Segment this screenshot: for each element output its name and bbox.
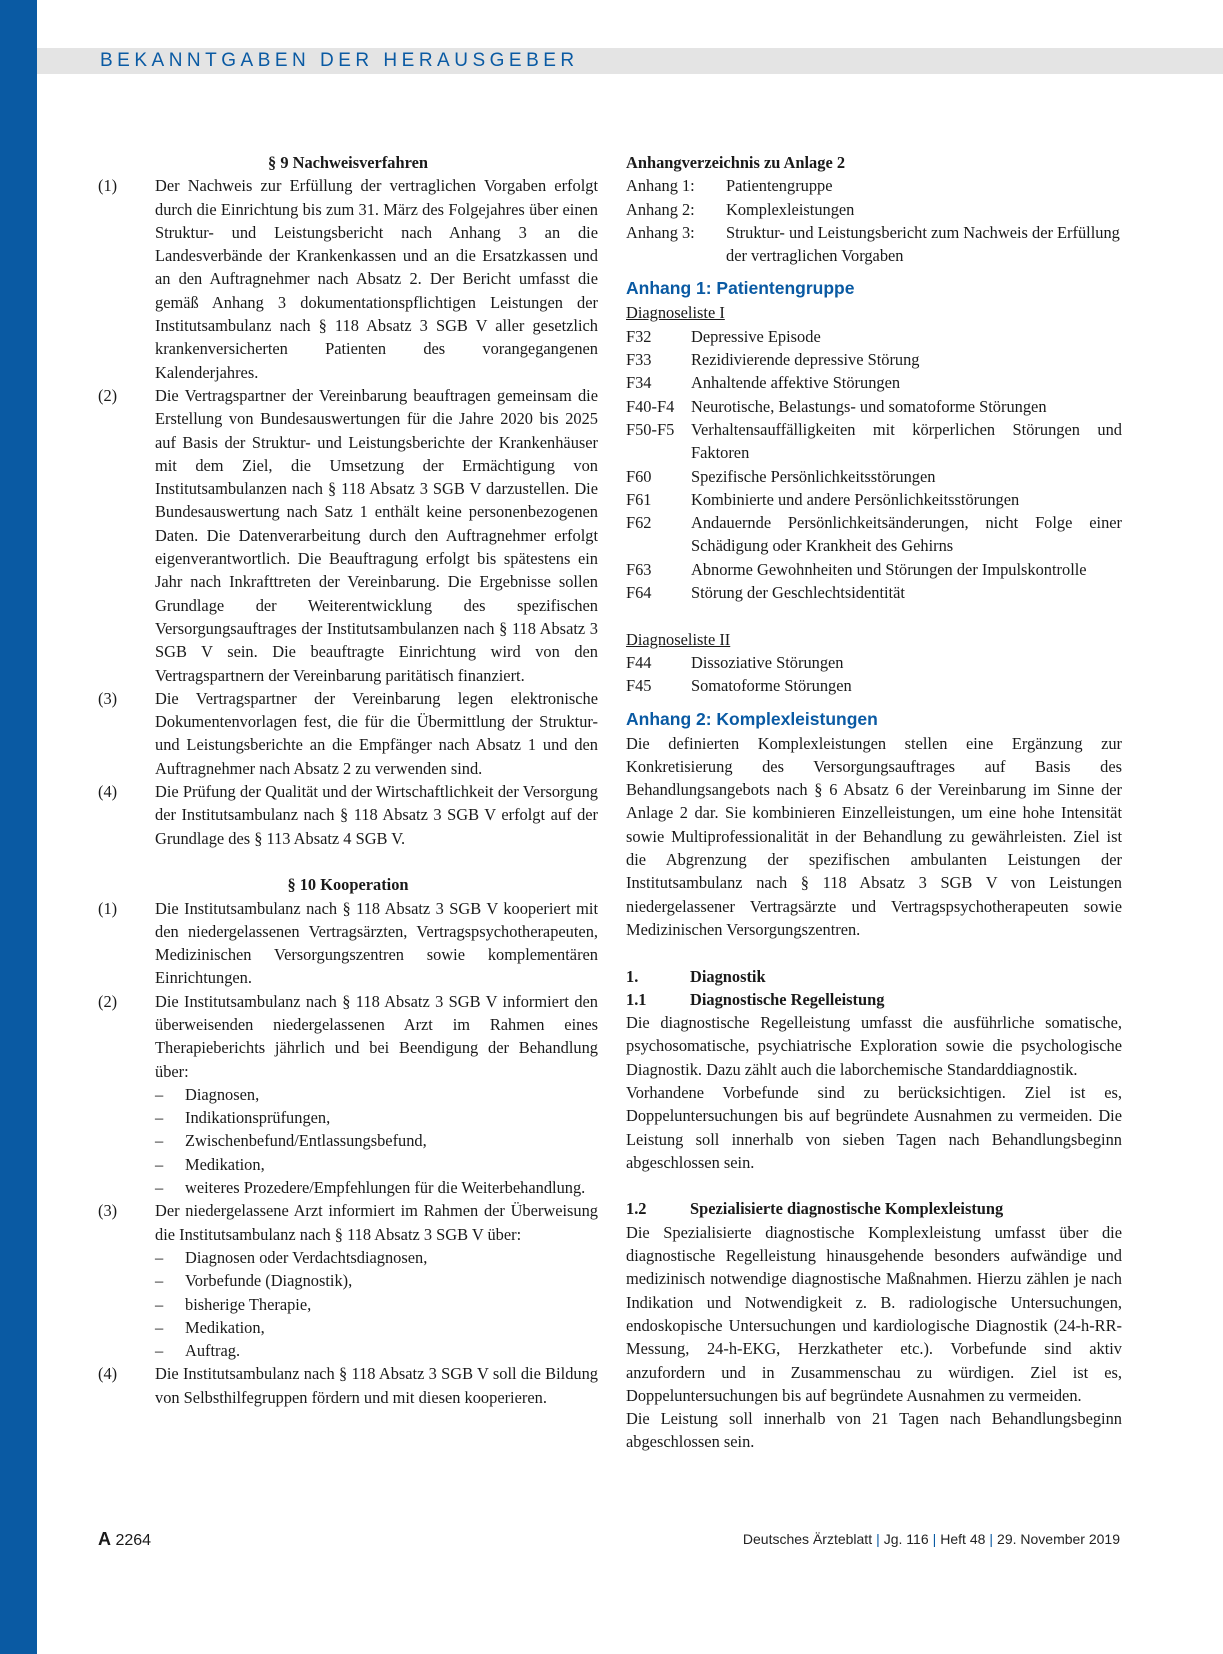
annex-2-intro: Die definierten Komplexleistungen stellen eine Ergänzung zur Konkretisierung des Versorgungsauftrages auf Basis des Behandlungsangebots nach § 6 Absatz 6 der Vereinbarung im Sinne der Anlage 2 dar. Sie kombinieren Einzelleistungen, um eine hohe Intensität sowie Multiprofessionalität in der Behandlung zu gewährleisten. Ziel ist die Abgrenzung der spezifischen ambulanten Leistungen der Institutsambulanz nach § 118 Absatz 3 SGB V von Leistungen niedergelassener Vertragsärzte und Vertragspsychotherapeuten sowie Medizinischen Versorgungszentren. (626, 733, 1122, 939)
list-item: – Auftrag. (155, 1339, 598, 1362)
s9-para-2 (98, 384, 598, 687)
annex-2-heading: Anhang 2: Komplexleistungen (626, 708, 878, 729)
section-10-title: § 10 Kooperation (287, 875, 409, 895)
diagnosis-row: F45 Somatoforme Störungen (626, 676, 852, 696)
s10-para-3 (98, 1199, 598, 1246)
side-color-bar (0, 0, 37, 1654)
annex-index-item: Anhang 3: Struktur- und Leistungsbericht zum Nachweis der Erfüllung der vertraglichen Vorgaben (626, 222, 1120, 266)
journal-issue: Heft 48 (940, 1531, 986, 1547)
para-number: (2) (98, 385, 118, 405)
s10-para-2 (98, 990, 598, 1083)
para-number: (3) (98, 688, 118, 708)
journal-name: Deutsches Ärzteblatt (742, 1531, 873, 1547)
para-number: (1) (98, 898, 118, 918)
diagnosis-row: F33 Rezidivierende depressive Störung (626, 350, 920, 370)
diagnosis-row: F44 Dissoziative Störungen (626, 652, 844, 672)
list-item: – Medikation, (155, 1153, 598, 1176)
journal-date: 29. November 2019 (997, 1531, 1120, 1547)
diagnosis-row: F40-F4 Neurotische, Belastungs- und somatoforme Störungen (626, 396, 1047, 416)
para-text: Der Nachweis zur Erfüllung der vertraglichen Vorgaben erfolgt durch die Einrichtung bis zum 31. März des Folgejahres über einen Struktur- und Leistungsbericht nach Anhang 3 an die Landesverbände der Krankenkassen und an die Ersatzkassen und an den Auftragnehmer nach Absatz 2. Der Bericht umfasst die gemäß Anhang 3 dokumentationspflichtigen Leistungen der Institutsambulanz nach § 118 Absatz 3 SGB V aller gesetzlich krankenversicherten Patienten des vorangegangenen Kalenderjahres. (155, 176, 598, 382)
para-text: Die Prüfung der Qualität und der Wirtschaftlichkeit der Versorgung der Institutsambulanz nach § 118 Absatz 3 SGB V erfolgt auf der Grundlage des § 113 Absatz 4 SGB V. (155, 782, 598, 848)
journal-citation: Deutsches Ärzteblatt | Jg. 116 | Heft 48 | 29. November 2019 (742, 1531, 1120, 1547)
diagnosis-row: F50-F5 Verhaltensauffälligkeiten mit körperlichen Störungen und Faktoren (626, 419, 1122, 463)
dash-bullet: – (155, 1294, 164, 1314)
s9-para-3 (98, 687, 598, 780)
dash-bullet: – (155, 1247, 164, 1267)
list-item: – Vorbefunde (Diagnostik), (155, 1269, 598, 1292)
diagnosis-row: F32 Depressive Episode (626, 326, 821, 346)
para-number: (4) (98, 782, 118, 802)
dash-bullet: – (155, 1317, 164, 1337)
dash-bullet: – (155, 1271, 164, 1291)
diagnosis-row: F63 Abnorme Gewohnheiten und Störungen der Impulskontrolle (626, 559, 1087, 579)
annex-index-item: Anhang 1: Patientengruppe (626, 176, 833, 196)
dash-bullet: – (155, 1108, 164, 1128)
section-1-2-heading: 1.2 Spezialisierte diagnostische Komplexleistung (626, 1199, 1004, 1219)
list-item: – Diagnosen oder Verdachtsdiagnosen, (155, 1246, 598, 1269)
section-1-1-heading: 1.1 Diagnostische Regelleistung (626, 989, 885, 1009)
para-text: Die Institutsambulanz nach § 118 Absatz 3 SGB V kooperiert mit den niedergelassenen Vertragsärzten, Vertragspsychotherapeuten, Medizinischen Versorgungszentren sowie komplementären Einrichtungen. (155, 898, 598, 988)
annex-index-item: Anhang 2: Komplexleistungen (626, 199, 855, 219)
para-number: (4) (98, 1364, 118, 1384)
annex-index-title: Anhangverzeichnis zu Anlage 2 (626, 153, 846, 172)
s9-para-1 (98, 174, 598, 384)
diagnosis-row: F62 Andauernde Persönlichkeitsänderungen, nicht Folge einer Schädigung oder Krankheit des Gehirns (626, 513, 1122, 556)
journal-volume: Jg. 116 (883, 1531, 929, 1547)
diagnosis-list-2-title: Diagnoseliste II (626, 629, 731, 649)
list-item: – Zwischenbefund/Entlassungsbefund, (155, 1129, 598, 1152)
section-1-2-text-2: Die Leistung soll innerhalb von 21 Tagen nach Behandlungsbeginn abgeschlossen sein. (626, 1409, 1122, 1452)
list-item: – bisherige Therapie, (155, 1293, 598, 1316)
para-text: Die Institutsambulanz nach § 118 Absatz 3 SGB V informiert den überweisenden niedergelassenen Arzt im Rahmen eines Therapieberichts jährlich und bei Beendigung der Behandlung über: (155, 991, 598, 1081)
s9-para-4 (98, 780, 598, 850)
s10-para-4 (98, 1362, 598, 1409)
diagnosis-row: F34 Anhaltende affektive Störungen (626, 373, 901, 393)
page-number: A 2264 (98, 1529, 152, 1549)
dash-bullet: – (155, 1084, 164, 1104)
section-1-1-text: Die diagnostische Regelleistung umfasst die ausführliche somatische, psychosomatische, psychiatrische Exploration sowie die psychologische Diagnostik. Dazu zählt auch die laborchemische Standarddiagnostik. (626, 1013, 1122, 1079)
dash-bullet: – (155, 1131, 164, 1151)
right-column (626, 151, 1122, 1454)
list-item: – Medikation, (155, 1316, 598, 1339)
para-text: Die Vertragspartner der Vereinbarung legen elektronische Dokumentenvorlagen fest, die für die Übermittlung der Struktur- und Leistungsberichte an die Empfänger nach Absatz 1 und den Auftragnehmer nach Absatz 2 zu verwenden sind. (155, 688, 598, 778)
section-header: BEKANNTGABEN DER HERAUSGEBER (100, 50, 579, 71)
section-9-title: § 9 Nachweisverfahren (268, 153, 428, 172)
list-item: – Indikationsprüfungen, (155, 1106, 598, 1129)
list-item: – weiteres Prozedere/Empfehlungen für die Weiterbehandlung. (155, 1176, 598, 1199)
diagnosis-list-1-title: Diagnoseliste I (626, 303, 725, 323)
para-number: (1) (98, 176, 118, 196)
left-column (98, 151, 598, 1409)
para-number: (2) (98, 991, 118, 1011)
para-text: Die Vertragspartner der Vereinbarung beauftragen gemeinsam die Erstellung von Bundesauswertungen für die Jahre 2020 bis 2025 auf Basis der Struktur- und Leistungsberichte der Krankenhäuser mit dem Ziel, die Umsetzung der Ermächtigung von Institutsambulanzen nach § 118 Absatz 3 SGB V darzustellen. Die Bundesauswertung nach Satz 1 enthält keine personenbezogenen Daten. Die Datenverarbeitung durch den Auftragnehmer erfolgt eigenverantwortlich. Die Beauftragung erfolgt bis spätestens ein Jahr nach Inkrafttreten der Vereinbarung. Die Ergebnisse sollen Grundlage der Weiterentwicklung des spezifischen Versorgungsauftrages der Institutsambulanzen nach § 118 Absatz 3 SGB V sein. Die beauftragte Einrichtung wird von den Vertragspartnern der Vereinbarung paritätisch finanziert. (155, 385, 598, 685)
diagnosis-row: F61 Kombinierte und andere Persönlichkeitsstörungen (626, 489, 1020, 509)
dash-bullet: – (155, 1178, 164, 1198)
s10-para-1 (98, 897, 598, 990)
annex-1-heading: Anhang 1: Patientengruppe (626, 278, 855, 299)
diagnosis-row: F60 Spezifische Persönlichkeitsstörungen (626, 466, 936, 486)
para-number: (3) (98, 1201, 118, 1221)
section-1-heading: 1. Diagnostik (626, 966, 766, 986)
diagnosis-row: F64 Störung der Geschlechtsidentität (626, 583, 905, 603)
section-1-2-text: Die Spezialisierte diagnostische Komplexleistung umfasst über die diagnostische Regelleistung hinausgehende besonders aufwändige und medizinisch notwendige diagnostische Maßnahmen. Hierzu zählen je nach Indikation und Notwendigkeit z. B. radiologische Untersuchungen, endoskopische Untersuchungen und kardiologische Diagnostik (24-h-RR-Messung, 24-h-EKG, Herzkatheter etc.). Vorbefunde sind aktiv anzufordern und in Zusammenschau zu würdigen. Ziel ist es, Doppeluntersuchungen bis auf begründete Ausnahmen zu vermeiden. (626, 1222, 1122, 1405)
para-text: Der niedergelassene Arzt informiert im Rahmen der Überweisung die Institutsambulanz nach § 118 Absatz 3 SGB V über: (155, 1201, 598, 1244)
section-1-1-text-2: Vorhandene Vorbefunde sind zu berücksichtigen. Ziel ist es, Doppeluntersuchungen bis auf begründete Ausnahmen zu vermeiden. Die Leistung soll innerhalb von sieben Tagen nach Behandlungsbeginn abgeschlossen sein. (626, 1082, 1122, 1172)
para-text: Die Institutsambulanz nach § 118 Absatz 3 SGB V soll die Bildung von Selbsthilfegruppen fördern und mit diesen kooperieren. (155, 1364, 598, 1407)
dash-bullet: – (155, 1154, 164, 1174)
list-item: – Diagnosen, (155, 1083, 598, 1106)
dash-bullet: – (155, 1341, 164, 1361)
